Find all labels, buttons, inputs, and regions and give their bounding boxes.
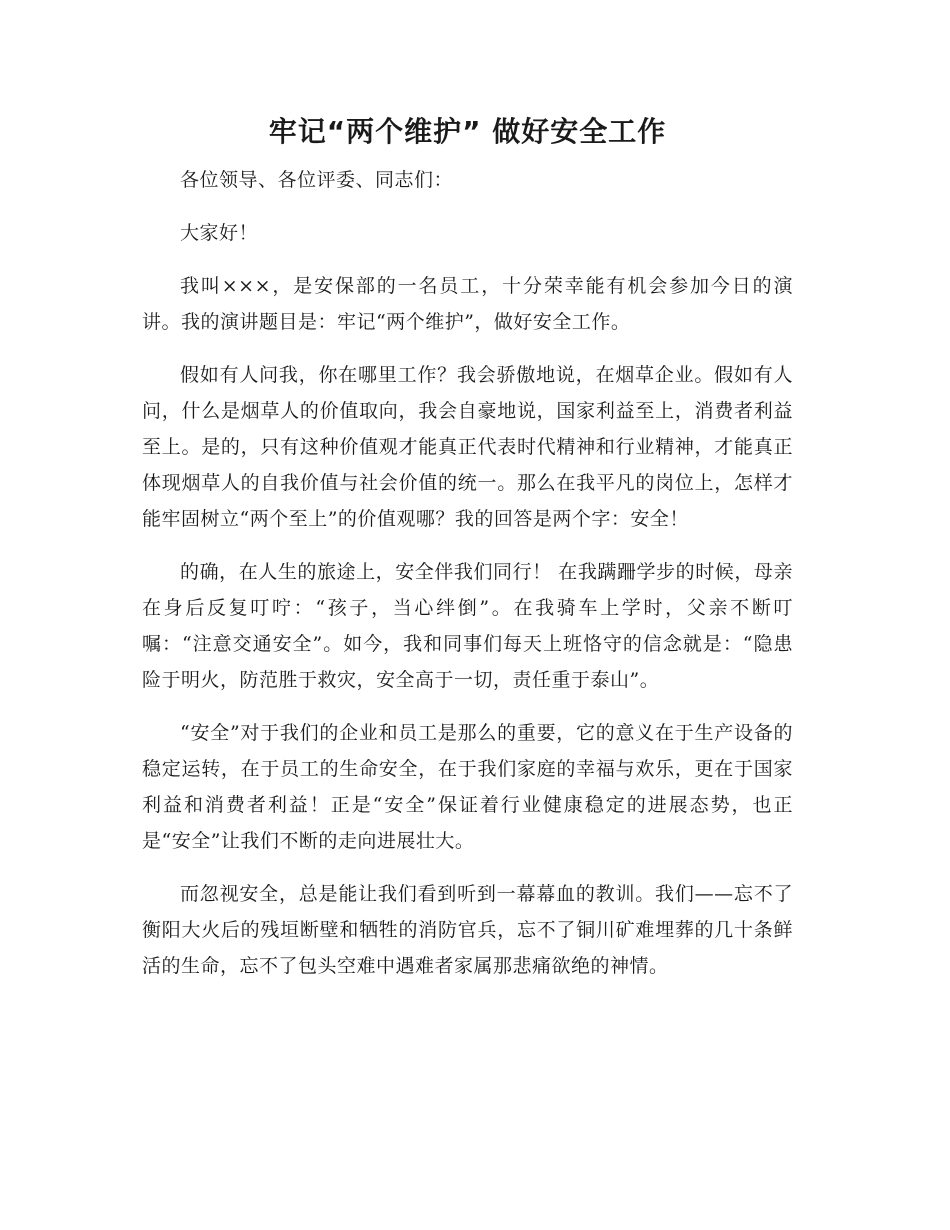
- body-paragraph: 的确，在人生的旅途上，安全伴我们同行！ 在我蹒跚学步的时候，母亲在身后反复叮咛：“孩子，当心绊倒”。在我骑车上学时，父亲不断叮嘱：“注意交通安全”。如今，我和同事们每天上班恪守的信念就是：“隐患险于明火，防范胜于救灾，安全高于一切，责任重于泰山”。: [142, 561, 793, 691]
- document-page: [142, 112, 793, 1001]
- document-title: 牢记“两个维护” 做好安全工作: [268, 115, 667, 148]
- body-paragraph: 而忽视安全，总是能让我们看到听到一幕幕血的教训。我们——忘不了衡阳大火后的残垣断壁和牺牲的消防官兵，忘不了铜川矿难埋葬的几十条鲜活的生命，忘不了包头空难中遇难者家属那悲痛欲绝的神情。: [142, 883, 793, 977]
- body-paragraph: 我叫×××，是安保部的一名员工，十分荣幸能有机会参加今日的演讲。我的演讲题目是：牢记“两个维护”，做好安全工作。: [142, 275, 793, 333]
- salutation-paragraph: 各位领导、各位评委、同志们：: [180, 169, 454, 191]
- body-paragraph: 假如有人问我，你在哪里工作？我会骄傲地说，在烟草企业。假如有人问，什么是烟草人的价值取向，我会自豪地说，国家利益至上，消费者利益至上。是的，只有这种价值观才能真正代表时代精神和行业精神，才能真正体现烟草人的自我价值与社会价值的统一。那么在我平凡的岗位上，怎样才能牢固树立“两个至上”的价值观哪？我的回答是两个字：安全！: [142, 364, 793, 530]
- greeting-paragraph: 大家好！: [180, 222, 259, 244]
- body-paragraph: “安全”对于我们的企业和员工是那么的重要，它的意义在于生产设备的稳定运转，在于员工的生命安全，在于我们家庭的幸福与欢乐，更在于国家利益和消费者利益！正是“安全”保证着行业健康稳定的进展态势，也正是“安全”让我们不断的走向进展壮大。: [142, 722, 793, 852]
